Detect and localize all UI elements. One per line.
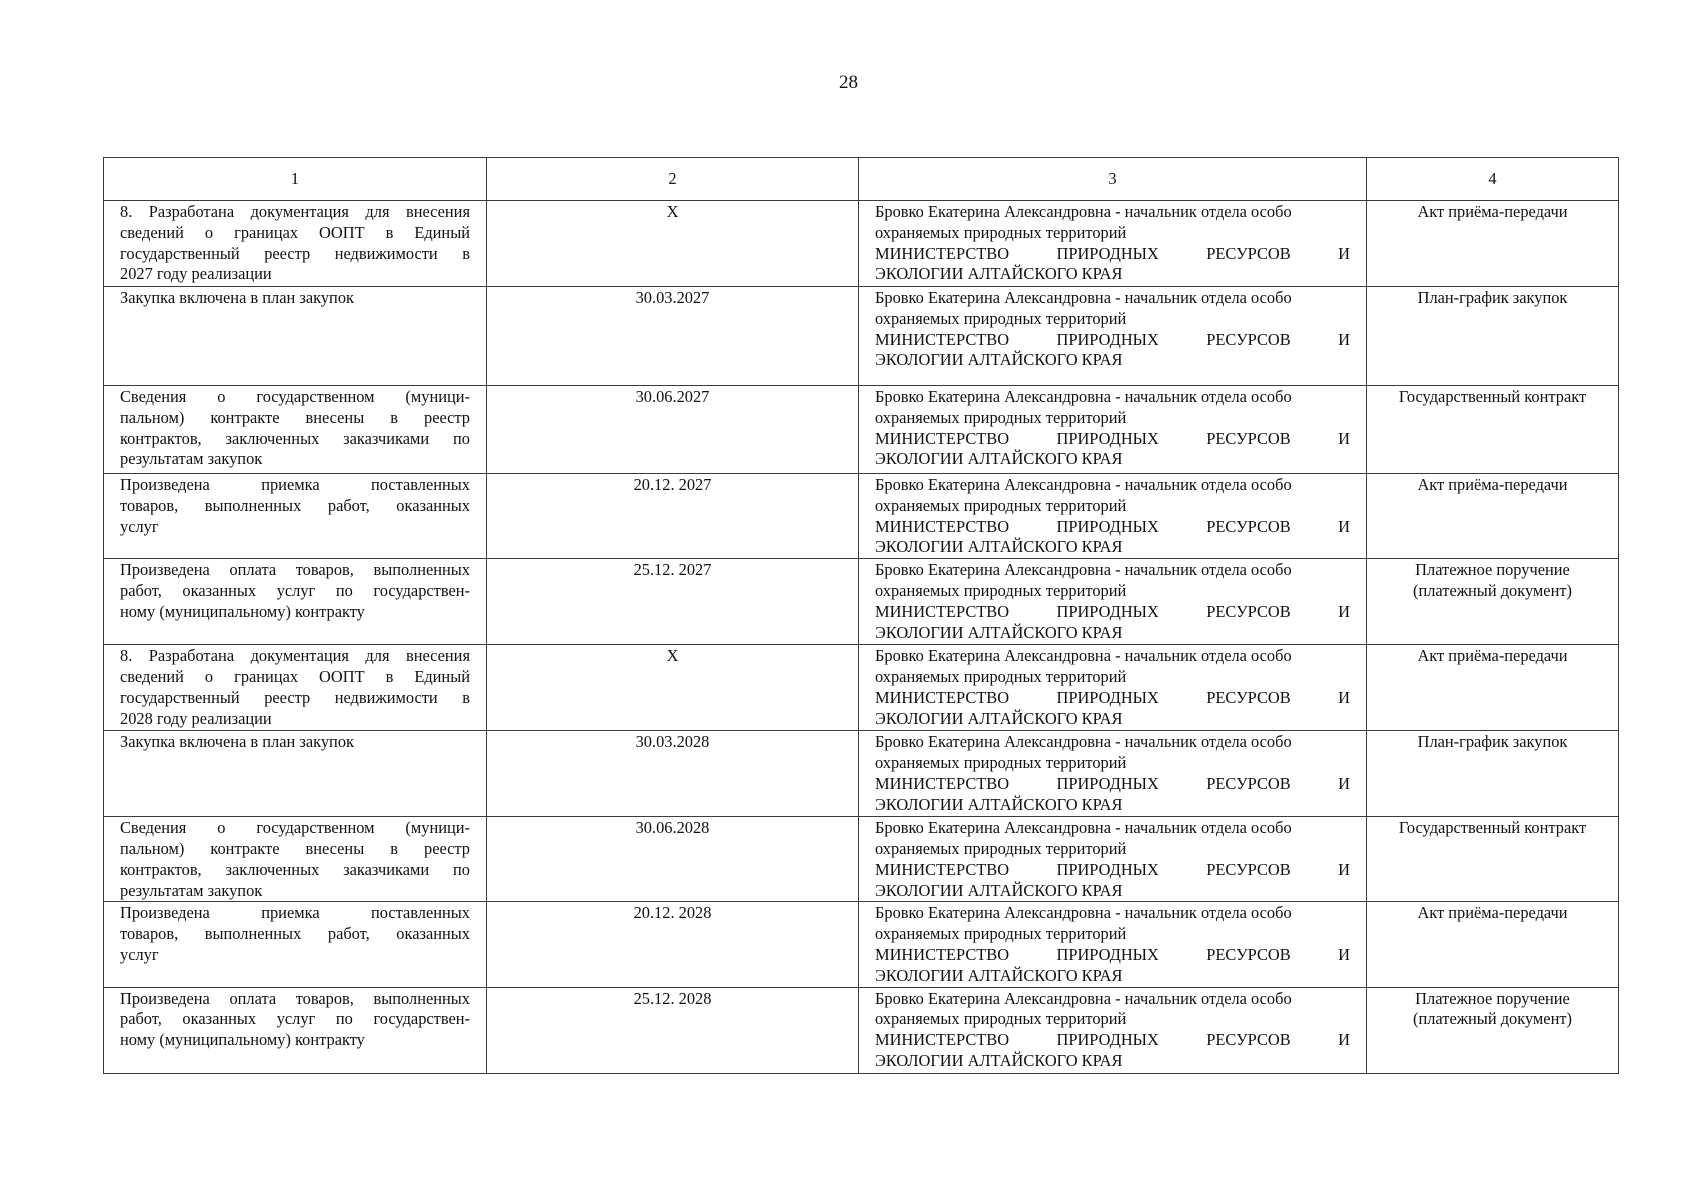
document-type: Государственный контракт (1398, 387, 1587, 406)
date-text: 20.12. 2027 (633, 475, 712, 494)
organization-word: И (1338, 1030, 1350, 1050)
responsible-organization (875, 688, 1350, 709)
organization-word: ПРИРОДНЫХ (1056, 944, 1159, 964)
event-text: сведений о границах ООПТ в Единый (120, 222, 470, 242)
organization-word: РЕСУРСОВ (1206, 601, 1291, 621)
responsible-cell (859, 559, 1367, 645)
event-cell (104, 559, 487, 645)
responsible-organization-tail: ЭКОЛОГИИ АЛТАЙСКОГО КРАЯ (875, 449, 1123, 469)
responsible-person: Бровко Екатерина Александровна - начальник отдела особо (875, 988, 1292, 1008)
organization-word: И (1338, 601, 1350, 621)
page-number: 28 (839, 72, 858, 93)
responsible-department: охраняемых природных территорий (875, 407, 1127, 427)
organization-word: МИНИСТЕРСТВО (875, 859, 1010, 879)
organization-word: МИНИСТЕРСТВО (875, 773, 1010, 793)
responsible-person: Бровко Екатерина Александровна - начальник отдела особо (875, 475, 1292, 494)
event-cell (104, 817, 487, 902)
column-header: 4 (1367, 158, 1619, 201)
event-cell (104, 287, 487, 386)
responsible-cell (859, 287, 1367, 386)
event-text: Закупка включена в план закупок (120, 732, 354, 752)
responsible-department: охраняемых природных территорий (875, 1009, 1127, 1029)
event-text: товаров, выполненных работ, оказанных (120, 924, 470, 944)
responsible-organization (875, 602, 1350, 623)
event-cell (104, 902, 487, 987)
document-type: Платежное поручение (1415, 560, 1570, 580)
organization-word: И (1338, 516, 1350, 536)
date-cell (487, 474, 859, 559)
organization-word: РЕСУРСОВ (1206, 516, 1291, 536)
table-row (104, 817, 1619, 902)
responsible-cell (859, 201, 1367, 287)
date-text: 30.03.2027 (635, 288, 710, 307)
responsible-organization (875, 774, 1350, 795)
responsible-cell (859, 902, 1367, 987)
organization-word: МИНИСТЕРСТВО (875, 687, 1010, 707)
event-text: работ, оказанных услуг по государствен- (120, 580, 470, 600)
responsible-organization-tail: ЭКОЛОГИИ АЛТАЙСКОГО КРАЯ (875, 794, 1123, 814)
table-row (104, 201, 1619, 287)
responsible-cell (859, 987, 1367, 1073)
responsible-person: Бровко Екатерина Александровна - начальник отдела особо (875, 560, 1292, 580)
table-row (104, 386, 1619, 474)
document-cell (1367, 731, 1619, 817)
responsible-organization-tail: ЭКОЛОГИИ АЛТАЙСКОГО КРАЯ (875, 708, 1123, 728)
responsible-organization-tail: ЭКОЛОГИИ АЛТАЙСКОГО КРАЯ (875, 537, 1123, 557)
event-text: услуг (120, 516, 159, 536)
document-type: Государственный контракт (1398, 818, 1587, 838)
responsible-department: охраняемых природных территорий (875, 580, 1127, 600)
event-cell (104, 731, 487, 817)
responsible-person: Бровко Екатерина Александровна - начальник отдела особо (875, 202, 1292, 221)
date-cell (487, 386, 859, 474)
organization-word: И (1338, 944, 1350, 964)
organization-word: ПРИРОДНЫХ (1056, 428, 1159, 448)
event-text: результатам закупок (120, 449, 263, 469)
column-header: 2 (487, 158, 859, 201)
document-cell (1367, 559, 1619, 645)
responsible-department: охраняемых природных территорий (875, 924, 1127, 944)
column-header: 3 (859, 158, 1367, 201)
document-type: (платежный документ) (1413, 1009, 1572, 1029)
responsible-organization-tail: ЭКОЛОГИИ АЛТАЙСКОГО КРАЯ (875, 1050, 1123, 1070)
organization-word: ПРИРОДНЫХ (1056, 1030, 1159, 1050)
organization-word: И (1338, 329, 1350, 349)
organization-word: МИНИСТЕРСТВО (875, 1030, 1010, 1050)
event-cell (104, 386, 487, 474)
event-text: 2027 году реализации (120, 264, 272, 284)
event-text: Произведена приемка поставленных (120, 903, 470, 923)
date-text: Х (666, 646, 679, 666)
event-text: результатам закупок (120, 880, 263, 900)
responsible-organization-tail: ЭКОЛОГИИ АЛТАЙСКОГО КРАЯ (875, 880, 1123, 900)
table-header-row (104, 158, 1619, 201)
event-text: 8. Разработана документация для внесения (120, 202, 470, 221)
organization-word: И (1338, 428, 1350, 448)
document-type: Акт приёма-передачи (1417, 475, 1568, 494)
responsible-organization (875, 860, 1350, 881)
organization-word: МИНИСТЕРСТВО (875, 601, 1010, 621)
date-text: 20.12. 2028 (633, 903, 712, 923)
responsible-person: Бровко Екатерина Александровна - начальник отдела особо (875, 288, 1292, 307)
document-cell (1367, 201, 1619, 287)
event-text: Произведена оплата товаров, выполненных (120, 988, 470, 1008)
table-row (104, 902, 1619, 987)
date-text: 30.06.2028 (635, 818, 710, 838)
organization-word: И (1338, 859, 1350, 879)
organization-word: ПРИРОДНЫХ (1056, 329, 1159, 349)
date-text: 30.06.2027 (635, 387, 710, 406)
event-text: Сведения о государственном (муници- (120, 387, 470, 406)
organization-word: ПРИРОДНЫХ (1056, 243, 1159, 263)
responsible-department: охраняемых природных территорий (875, 838, 1127, 858)
event-text: 8. Разработана документация для внесения (120, 646, 470, 666)
organization-word: РЕСУРСОВ (1206, 687, 1291, 707)
document-cell (1367, 645, 1619, 731)
document-cell (1367, 287, 1619, 386)
event-text: контрактов, заключенных заказчиками по (120, 428, 470, 448)
organization-word: ПРИРОДНЫХ (1056, 601, 1159, 621)
document-cell (1367, 987, 1619, 1073)
date-cell (487, 287, 859, 386)
event-text: 2028 году реализации (120, 708, 272, 728)
responsible-person: Бровко Екатерина Александровна - начальник отдела особо (875, 646, 1292, 666)
date-cell (487, 645, 859, 731)
responsible-person: Бровко Екатерина Александровна - начальник отдела особо (875, 903, 1292, 923)
table-row (104, 559, 1619, 645)
organization-word: ПРИРОДНЫХ (1056, 773, 1159, 793)
organization-word: МИНИСТЕРСТВО (875, 516, 1010, 536)
organization-word: И (1338, 687, 1350, 707)
event-text: Сведения о государственном (муници- (120, 818, 470, 838)
event-text: Произведена приемка поставленных (120, 475, 470, 494)
table-row (104, 645, 1619, 731)
organization-word: МИНИСТЕРСТВО (875, 428, 1010, 448)
event-cell (104, 201, 487, 287)
event-text: работ, оказанных услуг по государствен- (120, 1009, 470, 1029)
event-text: Закупка включена в план закупок (120, 288, 354, 307)
organization-word: МИНИСТЕРСТВО (875, 329, 1010, 349)
event-text: государственный реестр недвижимости в (120, 687, 470, 707)
responsible-organization (875, 1030, 1350, 1051)
event-text: Произведена оплата товаров, выполненных (120, 560, 470, 580)
event-text: государственный реестр недвижимости в (120, 243, 470, 263)
date-cell (487, 201, 859, 287)
event-cell (104, 645, 487, 731)
responsible-department: охраняемых природных территорий (875, 308, 1127, 328)
responsible-person: Бровко Екатерина Александровна - начальник отдела особо (875, 387, 1292, 406)
organization-word: РЕСУРСОВ (1206, 859, 1291, 879)
document-type: Акт приёма-передачи (1417, 903, 1568, 923)
event-text: сведений о границах ООПТ в Единый (120, 666, 470, 686)
document-cell (1367, 817, 1619, 902)
responsible-organization (875, 244, 1350, 265)
column-header: 1 (104, 158, 487, 201)
event-text: товаров, выполненных работ, оказанных (120, 495, 470, 515)
event-text: пальном) контракте внесены в реестр (120, 838, 470, 858)
document-cell (1367, 474, 1619, 559)
document-type: Акт приёма-передачи (1417, 646, 1568, 666)
responsible-person: Бровко Екатерина Александровна - начальник отдела особо (875, 818, 1292, 838)
event-text: ному (муниципальному) контракту (120, 1030, 365, 1050)
responsible-department: охраняемых природных территорий (875, 752, 1127, 772)
responsible-cell (859, 645, 1367, 731)
date-text: 25.12. 2028 (633, 988, 712, 1008)
responsible-organization-tail: ЭКОЛОГИИ АЛТАЙСКОГО КРАЯ (875, 622, 1123, 642)
organization-word: И (1338, 773, 1350, 793)
date-text: Х (666, 202, 679, 221)
date-text: 30.03.2028 (635, 732, 710, 752)
responsible-organization-tail: ЭКОЛОГИИ АЛТАЙСКОГО КРАЯ (875, 264, 1123, 284)
document-cell (1367, 902, 1619, 987)
event-text: контрактов, заключенных заказчиками по (120, 859, 470, 879)
table-row (104, 731, 1619, 817)
responsible-organization (875, 330, 1350, 351)
event-text: услуг (120, 944, 159, 964)
responsible-organization-tail: ЭКОЛОГИИ АЛТАЙСКОГО КРАЯ (875, 350, 1123, 370)
responsible-cell (859, 817, 1367, 902)
event-text: пальном) контракте внесены в реестр (120, 407, 470, 427)
organization-word: РЕСУРСОВ (1206, 944, 1291, 964)
responsible-department: охраняемых природных территорий (875, 495, 1127, 515)
organization-word: ПРИРОДНЫХ (1056, 687, 1159, 707)
date-text: 25.12. 2027 (633, 560, 712, 580)
date-cell (487, 817, 859, 902)
event-text: ному (муниципальному) контракту (120, 601, 365, 621)
event-cell (104, 987, 487, 1073)
date-cell (487, 559, 859, 645)
responsible-cell (859, 474, 1367, 559)
table-row (104, 287, 1619, 386)
table-row (104, 474, 1619, 559)
event-cell (104, 474, 487, 559)
organization-word: РЕСУРСОВ (1206, 243, 1291, 263)
organization-word: РЕСУРСОВ (1206, 1030, 1291, 1050)
responsible-person: Бровко Екатерина Александровна - начальник отдела особо (875, 732, 1292, 752)
document-type: (платежный документ) (1413, 580, 1572, 600)
document-type: Платежное поручение (1415, 988, 1570, 1008)
document-cell (1367, 386, 1619, 474)
organization-word: МИНИСТЕРСТВО (875, 944, 1010, 964)
responsible-organization (875, 429, 1350, 450)
responsible-organization (875, 517, 1350, 538)
organization-word: РЕСУРСОВ (1206, 329, 1291, 349)
document-type: Акт приёма-передачи (1417, 202, 1568, 221)
control-points-table (103, 157, 1619, 1074)
organization-word: И (1338, 243, 1350, 263)
organization-word: ПРИРОДНЫХ (1056, 516, 1159, 536)
document-type: План-график закупок (1417, 288, 1568, 307)
responsible-cell (859, 731, 1367, 817)
responsible-department: охраняемых природных территорий (875, 666, 1127, 686)
date-cell (487, 902, 859, 987)
organization-word: ПРИРОДНЫХ (1056, 859, 1159, 879)
organization-word: РЕСУРСОВ (1206, 773, 1291, 793)
document-type: План-график закупок (1417, 732, 1568, 752)
responsible-organization-tail: ЭКОЛОГИИ АЛТАЙСКОГО КРАЯ (875, 965, 1123, 985)
responsible-cell (859, 386, 1367, 474)
responsible-organization (875, 945, 1350, 966)
organization-word: РЕСУРСОВ (1206, 428, 1291, 448)
table-row (104, 987, 1619, 1073)
organization-word: МИНИСТЕРСТВО (875, 243, 1010, 263)
date-cell (487, 731, 859, 817)
responsible-department: охраняемых природных территорий (875, 222, 1127, 242)
date-cell (487, 987, 859, 1073)
